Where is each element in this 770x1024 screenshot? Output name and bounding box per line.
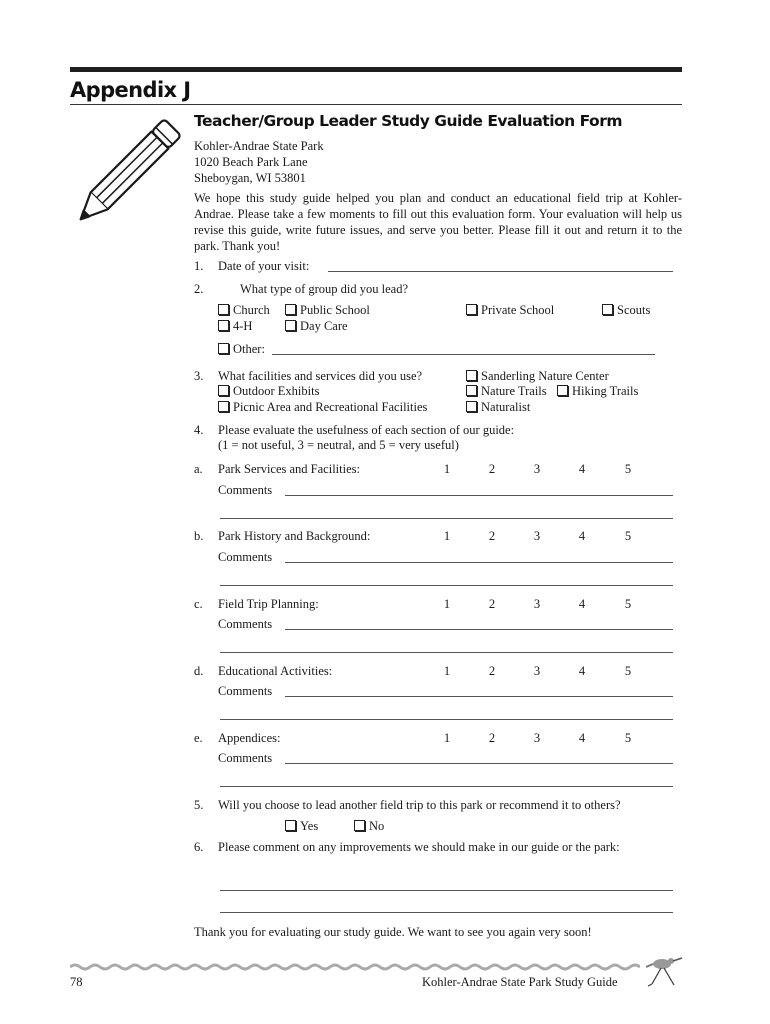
naturalist-checkbox[interactable]: Naturalist <box>466 400 530 415</box>
rating-2[interactable]: 2 <box>488 664 496 678</box>
rating-1[interactable]: 1 <box>443 597 451 611</box>
checkbox-icon <box>557 385 568 396</box>
rating-5[interactable]: 5 <box>624 664 632 678</box>
section-label: Park Services and Facilities: <box>218 462 360 476</box>
rating-4[interactable]: 4 <box>578 597 586 611</box>
q5-number: 5. <box>194 798 204 812</box>
comments-label: Comments <box>218 617 273 631</box>
comments-field[interactable] <box>285 763 673 764</box>
comments-label: Comments <box>218 550 273 564</box>
comments-field-line-2[interactable] <box>220 786 673 787</box>
rating-5[interactable]: 5 <box>624 529 632 543</box>
bird-icon <box>640 952 686 992</box>
pencil-icon <box>66 114 186 234</box>
rating-5[interactable]: 5 <box>624 462 632 476</box>
address-line-1: Kohler-Andrae State Park <box>194 139 324 153</box>
q5-text: Will you choose to lead another field trip to this park or recommend it to others? <box>218 798 621 812</box>
form-title: Teacher/Group Leader Study Guide Evaluation Form <box>194 112 623 130</box>
comments-field[interactable] <box>285 696 673 697</box>
comments-field[interactable] <box>285 495 673 496</box>
yes-checkbox[interactable]: Yes <box>285 819 318 834</box>
checkbox-icon <box>285 820 296 831</box>
comments-label: Comments <box>218 483 273 497</box>
section-letter: a. <box>194 462 203 476</box>
q4-text: Please evaluate the usefulness of each section of our guide: <box>218 423 515 437</box>
q4-scale: (1 = not useful, 3 = neutral, and 5 = very useful) <box>218 438 459 452</box>
address-line-2: 1020 Beach Park Lane <box>194 155 308 169</box>
section-label: Park History and Background: <box>218 529 371 543</box>
rating-5[interactable]: 5 <box>624 597 632 611</box>
private-school-checkbox[interactable]: Private School <box>466 303 554 318</box>
rating-2[interactable]: 2 <box>488 529 496 543</box>
rating-1[interactable]: 1 <box>443 664 451 678</box>
comments-field-line-2[interactable] <box>220 719 673 720</box>
church-checkbox[interactable]: Church <box>218 303 270 318</box>
rating-4[interactable]: 4 <box>578 529 586 543</box>
checkbox-icon <box>466 401 477 412</box>
checkbox-icon <box>218 304 229 315</box>
rating-1[interactable]: 1 <box>443 731 451 745</box>
visit-date-field[interactable] <box>328 271 673 272</box>
q3-text: What facilities and services did you use? <box>218 369 423 383</box>
rating-2[interactable]: 2 <box>488 462 496 476</box>
comments-label: Comments <box>218 684 273 698</box>
rating-4[interactable]: 4 <box>578 731 586 745</box>
address-line-3: Sheboygan, WI 53801 <box>194 171 306 185</box>
hiking-trails-checkbox[interactable]: Hiking Trails <box>557 384 638 399</box>
section-label: Field Trip Planning: <box>218 597 319 611</box>
checkbox-icon <box>218 385 229 396</box>
outdoor-exhibits-checkbox[interactable]: Outdoor Exhibits <box>218 384 319 399</box>
rating-3[interactable]: 3 <box>533 731 541 745</box>
rating-2[interactable]: 2 <box>488 597 496 611</box>
picnic-area-checkbox[interactable]: Picnic Area and Recreational Facilities <box>218 400 427 415</box>
comments-field-line-2[interactable] <box>220 518 673 519</box>
checkbox-icon <box>218 401 229 412</box>
checkbox-icon <box>354 820 365 831</box>
section-label: Appendices: <box>218 731 281 745</box>
comments-field-line-2[interactable] <box>220 585 673 586</box>
comments-field[interactable] <box>285 629 673 630</box>
comments-label: Comments <box>218 751 273 765</box>
guide-title: Kohler-Andrae State Park Study Guide <box>422 975 618 989</box>
rating-1[interactable]: 1 <box>443 529 451 543</box>
q2-text: What type of group did you lead? <box>240 282 409 296</box>
rating-3[interactable]: 3 <box>533 597 541 611</box>
q1-number: 1. <box>194 259 204 273</box>
rating-3[interactable]: 3 <box>533 664 541 678</box>
appendix-title: Appendix J <box>70 78 191 102</box>
q6-text: Please comment on any improvements we should make in our guide or the park: <box>218 840 620 854</box>
sanderling-checkbox[interactable]: Sanderling Nature Center <box>466 369 609 384</box>
improvements-field-line-2[interactable] <box>220 912 673 913</box>
four-h-checkbox[interactable]: 4-H <box>218 319 252 334</box>
day-care-checkbox[interactable]: Day Care <box>285 319 348 334</box>
scouts-checkbox[interactable]: Scouts <box>602 303 650 318</box>
q2-number: 2. <box>194 282 204 296</box>
checkbox-icon <box>602 304 613 315</box>
rating-3[interactable]: 3 <box>533 529 541 543</box>
improvements-field[interactable] <box>220 890 673 891</box>
page-number: 78 <box>70 975 83 989</box>
public-school-checkbox[interactable]: Public School <box>285 303 370 318</box>
checkbox-icon <box>285 320 296 331</box>
section-letter: b. <box>194 529 204 543</box>
section-letter: c. <box>194 597 203 611</box>
comments-field-line-2[interactable] <box>220 652 673 653</box>
rating-3[interactable]: 3 <box>533 462 541 476</box>
rating-1[interactable]: 1 <box>443 462 451 476</box>
checkbox-icon <box>466 304 477 315</box>
q3-number: 3. <box>194 369 204 383</box>
no-checkbox[interactable]: No <box>354 819 384 834</box>
other-group-field[interactable] <box>272 354 655 355</box>
q6-number: 6. <box>194 840 204 854</box>
rating-4[interactable]: 4 <box>578 664 586 678</box>
checkbox-icon <box>218 343 229 354</box>
section-label: Educational Activities: <box>218 664 333 678</box>
rating-4[interactable]: 4 <box>578 462 586 476</box>
checkbox-icon <box>285 304 296 315</box>
checkbox-icon <box>218 320 229 331</box>
q1-text: Date of your visit: <box>218 259 310 273</box>
header-rule-thin <box>70 104 682 105</box>
section-letter: d. <box>194 664 204 678</box>
other-checkbox[interactable]: Other: <box>218 342 265 357</box>
checkbox-icon <box>466 370 477 381</box>
rating-2[interactable]: 2 <box>488 731 496 745</box>
closing-text: Thank you for evaluating our study guide. We want to see you again very soon! <box>194 925 592 939</box>
comments-field[interactable] <box>285 562 673 563</box>
wave-divider <box>70 962 640 972</box>
section-letter: e. <box>194 731 203 745</box>
q4-number: 4. <box>194 423 204 437</box>
nature-trails-checkbox[interactable]: Nature Trails <box>466 384 547 399</box>
header-rule-thick <box>70 67 682 72</box>
intro-paragraph: We hope this study guide helped you plan and conduct an educational field trip at Kohler-Andrae. Please take a few moments to fill out this evaluation form. Your evaluation will help us revise this guide, write future issues, and serve you better. Please fill it out and return it to the park. Thank you! <box>194 191 682 253</box>
checkbox-icon <box>466 385 477 396</box>
rating-5[interactable]: 5 <box>624 731 632 745</box>
